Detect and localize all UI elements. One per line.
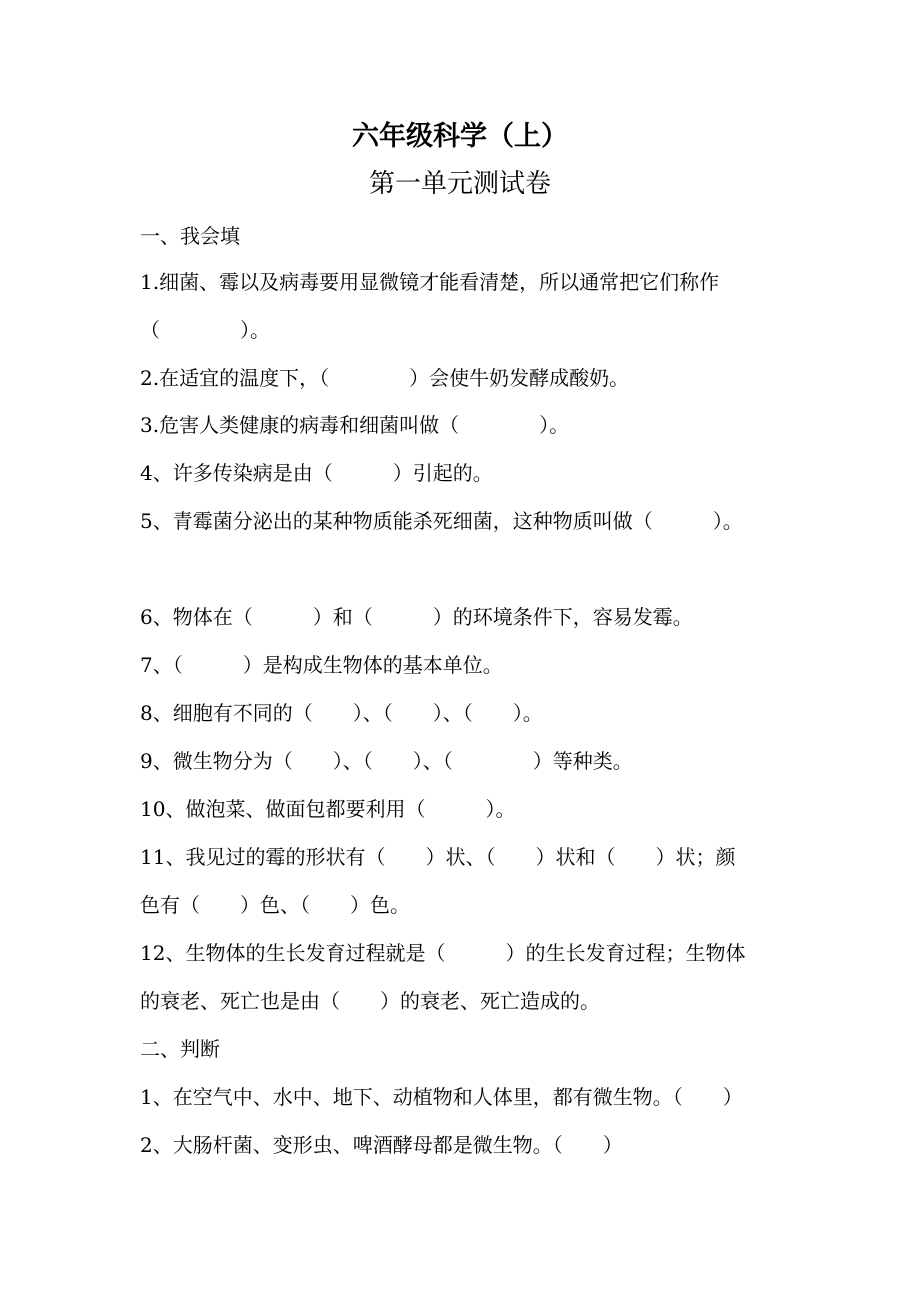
question-line: 4、许多传染病是由（ ）引起的。: [140, 461, 493, 485]
question-line: 1、在空气中、水中、地下、动植物和人体里，都有微生物。（ ）: [140, 1085, 743, 1109]
question-line: 10、做泡菜、做面包都要利用（ ）。: [140, 797, 516, 821]
question-line: 9、微生物分为（ ）、（ ）、（ ）等种类。: [140, 749, 633, 773]
question-line: 2、大肠杆菌、变形虫、啤酒酵母都是微生物。（ ）: [140, 1133, 623, 1157]
question-line: 1.细菌、霉以及病毒要用显微镜才能看清楚，所以通常把它们称作: [140, 270, 720, 294]
question-line: 11、我见过的霉的形状有（ ）状、（ ）状和（ ）状；颜: [140, 845, 736, 869]
question-line: 7、（ ）是构成生物体的基本单位。: [140, 653, 503, 677]
document-title: 六年级科学（上）: [352, 121, 568, 152]
question-line: 3.危害人类健康的病毒和细菌叫做（ ）。: [140, 413, 570, 437]
question-line: 5、青霉菌分泌出的某种物质能杀死细菌，这种物质叫做（ ）。: [140, 509, 743, 533]
section-heading-judge: 二、判断: [140, 1037, 220, 1061]
question-line: 2.在适宜的温度下，（ ）会使牛奶发酵成酸奶。: [140, 366, 630, 390]
question-line: 色有（ ）色、（ ）色。: [140, 893, 410, 917]
question-line: 的衰老、死亡也是由（ ）的衰老、死亡造成的。: [140, 989, 600, 1013]
question-line: 8、细胞有不同的（ ）、（ ）、（ ）。: [140, 701, 543, 725]
section-heading-fill: 一、我会填: [140, 224, 240, 248]
question-line: 6、物体在（ ）和（ ）的环境条件下，容易发霉。: [140, 605, 693, 629]
document-subtitle: 第一单元测试卷: [368, 169, 551, 199]
question-line: （ ）。: [140, 318, 270, 342]
question-line: 12、生物体的生长发育过程就是（ ）的生长发育过程；生物体: [140, 941, 746, 965]
